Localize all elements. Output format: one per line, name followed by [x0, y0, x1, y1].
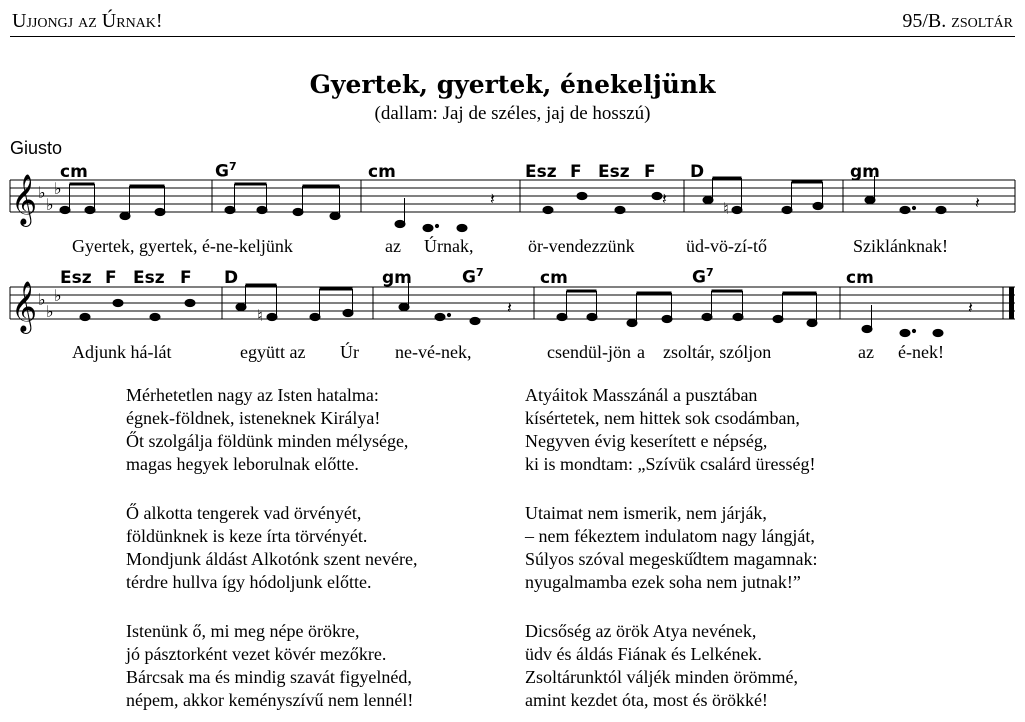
chord-symbol: Esz	[525, 162, 557, 182]
lyric-text: Sziklánknak!	[853, 236, 948, 256]
svg-text:♭: ♭	[46, 195, 54, 214]
song-title: Gyertek, gyertek, énekeljünk	[309, 70, 716, 99]
stanza: Istenünk ő, mi meg népe örökre, jó pásztorként vezet kövér mezőkre. Bárcsak ma és mindig szavát figyelnéd, népem, akkor keményszívű nem lennél!	[126, 621, 414, 710]
chord-symbol: cm	[368, 162, 396, 182]
lyric-text: együtt az	[240, 342, 306, 362]
quarter-rest-icon: 𝄽	[507, 298, 512, 317]
running-header-right: 95/B. zsoltár	[902, 10, 1013, 32]
stanza: Utaimat nem ismerik, nem járják, – nem fékeztem indulatom nagy lángját, Súlyos szóval megeskü̋dtem magamnak: nyugalmamba ezek soha nem jutnak!”	[525, 503, 818, 592]
chord-symbol: Esz	[133, 268, 165, 288]
quarter-rest-icon: 𝄽	[968, 298, 973, 317]
lyric-text: üd-vö-zí-tő	[686, 236, 767, 256]
chord-symbol: $G^7$	[462, 266, 484, 288]
svg-text:♭: ♭	[38, 183, 46, 202]
chord-symbol: cm	[540, 268, 568, 288]
lyric-text: ör-vendezzünk	[528, 236, 635, 256]
final-barline	[1009, 287, 1014, 319]
lyric-text: Úrnak,	[424, 236, 474, 256]
lyric-text: zsoltár, szóljon	[663, 342, 772, 362]
svg-text:♭: ♭	[46, 302, 54, 321]
quarter-rest-icon: 𝄽	[975, 193, 980, 212]
lyric-text: az	[385, 236, 401, 256]
chord-symbol: D	[690, 162, 705, 182]
treble-clef-icon: 𝄞	[11, 174, 38, 225]
key-signature-flats	[38, 179, 62, 321]
lyric-text: a	[637, 342, 645, 362]
lyric-text: Gyertek, gyertek, é-ne-keljünk	[72, 236, 293, 256]
chord-symbol: Esz	[60, 268, 92, 288]
lyric-text: Úr	[340, 342, 359, 362]
running-header-left: Ujjongj az Úrnak!	[12, 10, 163, 32]
chord-symbol: F	[570, 162, 582, 182]
chord-symbol: D	[224, 268, 239, 288]
natural-sign-icon: ♮	[723, 199, 729, 218]
quarter-rest-icon: 𝄽	[662, 189, 667, 208]
staff-system-2	[10, 287, 1015, 319]
lyric-text: az	[858, 342, 874, 362]
lyric-text: ne-vé-nek,	[395, 342, 472, 362]
stanza: Dicsőség az örök Atya nevének, üdv és áldás Fiának és Lelkének. Zsoltárunktól váljék minden örömmé, amint kezdet óta, most és örökké!	[525, 621, 798, 710]
song-subtitle: (dallam: Jaj de széles, jaj de hosszú)	[374, 103, 651, 124]
chord-symbol: F	[105, 268, 117, 288]
tempo-marking: Giusto	[10, 138, 63, 158]
chord-symbol: gm	[382, 268, 412, 288]
chord-symbol: Esz	[598, 162, 630, 182]
chord-symbol: cm	[60, 162, 88, 182]
svg-text:♭: ♭	[54, 286, 62, 305]
lyric-text: é-nek!	[898, 342, 944, 362]
treble-clef-icon: 𝄞	[11, 281, 38, 332]
lyric-text: Adjunk há-lát	[72, 342, 172, 362]
chord-symbol: gm	[850, 162, 880, 182]
svg-text:♭: ♭	[54, 179, 62, 198]
chord-symbol: F	[644, 162, 656, 182]
natural-sign-icon: ♮	[257, 306, 263, 325]
quarter-rest-icon: 𝄽	[490, 189, 495, 208]
lyric-text: csendül-jön	[547, 342, 631, 362]
svg-text:♭: ♭	[38, 290, 46, 309]
chord-symbol: F	[180, 268, 192, 288]
chord-symbol: $G^7$	[692, 266, 714, 288]
stanza: Atyáitok Masszánál a pusztában kísértetek, nem hittek sok csodámban, Negyven évig keserített e népség, ki is mondtam: „Szívük csalárd üresség!	[525, 385, 816, 474]
stanza: Ő alkotta tengerek vad örvényét, földünknek is keze írta törvényét. Mondjunk áldást Alkotónk szent nevére, térdre hullva így hódoljunk előtte.	[126, 503, 418, 592]
stanza: Mérhetetlen nagy az Isten hatalma: égnek-földnek, isteneknek Királya! Őt szolgálja földünk minden mélysége, magas hegyek leborulnak előtte.	[126, 385, 409, 474]
chord-symbol: cm	[846, 268, 874, 288]
chord-symbol: $G^7$	[215, 160, 237, 182]
